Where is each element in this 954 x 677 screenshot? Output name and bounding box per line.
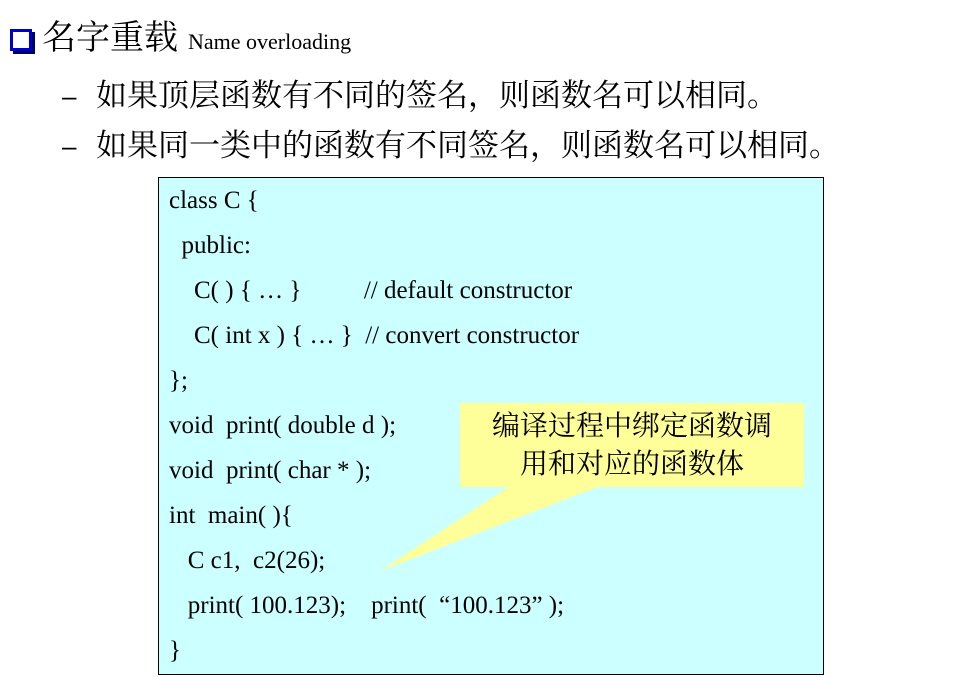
bullet-item [62, 124, 840, 168]
code-line: } [169, 637, 181, 664]
code-line: void print( double d ); [169, 412, 397, 439]
code-line: class C { [169, 187, 259, 214]
heading-title-cn: 名字重载 [42, 18, 178, 58]
checkbox-icon [10, 29, 32, 51]
bullet-text: 如果顶层函数有不同的签名，则函数名可以相同。 [96, 78, 778, 114]
callout-line: 用和对应的函数体 [519, 447, 744, 480]
code-line: public: [169, 232, 251, 259]
slide-heading [10, 14, 351, 62]
callout-text [460, 407, 804, 483]
bullet-dash: – [62, 81, 77, 111]
code-line: C( int x ) { … } // convert constructor [169, 322, 580, 349]
bullet-dash: – [62, 131, 77, 161]
code-line: }; [169, 367, 188, 394]
bullet-item [62, 74, 778, 118]
callout-line: 编译过程中绑定函数调 [491, 409, 772, 442]
code-line: C c1, c2(26); [169, 547, 326, 574]
callout-box [460, 403, 804, 487]
heading-title-en: Name overloading [188, 29, 352, 54]
code-line: C( ) { … } // default constructor [169, 277, 573, 304]
code-line: print( 100.123); print( “100.123” ); [169, 592, 565, 619]
code-line: int main( ){ [169, 502, 293, 529]
code-line: void print( char * ); [169, 457, 372, 484]
bullet-text: 如果同一类中的函数有不同签名，则函数名可以相同。 [96, 128, 840, 164]
